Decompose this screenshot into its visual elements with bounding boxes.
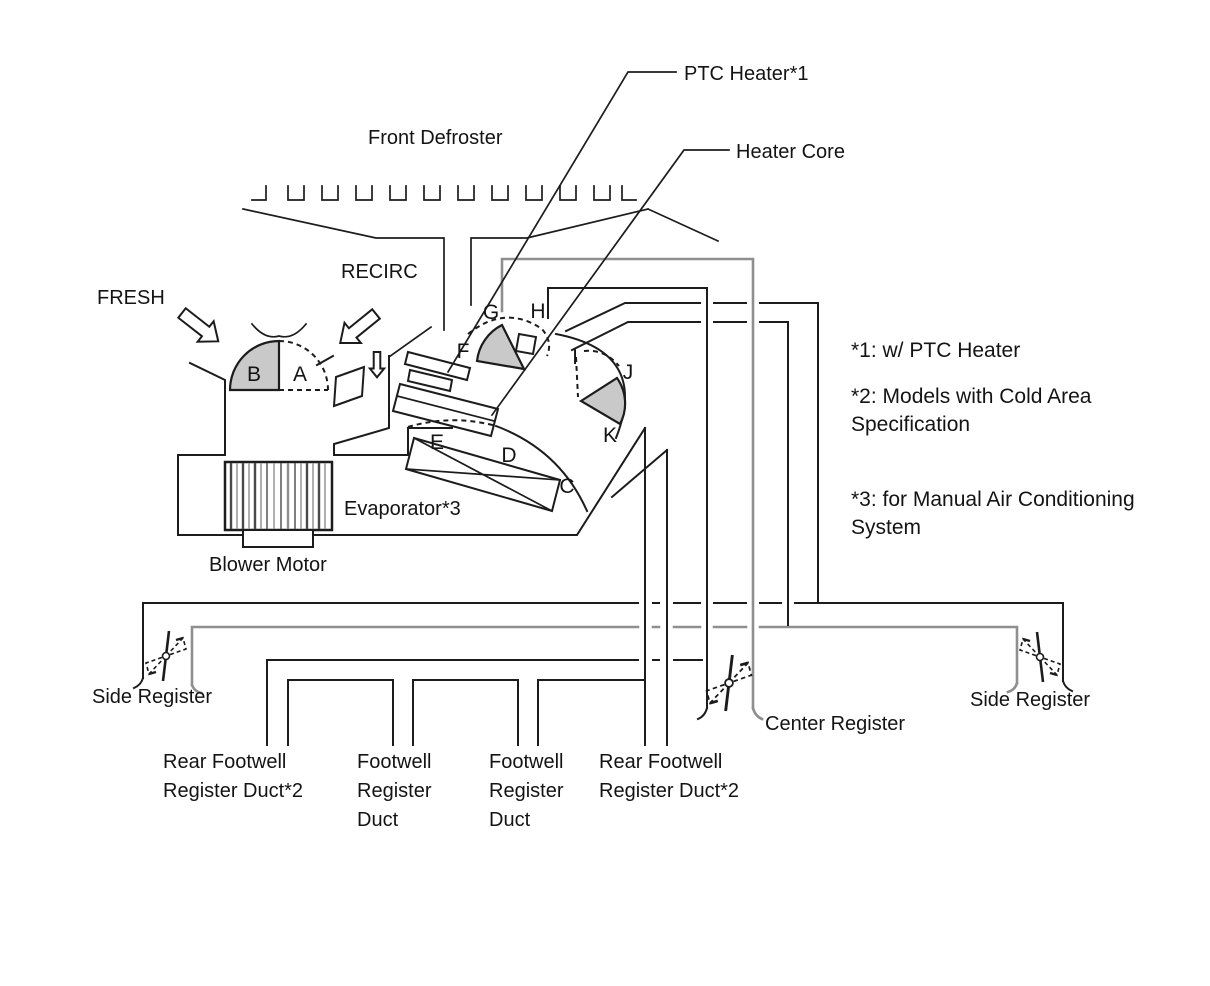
center-register-symbol [707,655,752,711]
duct-rear-footwell-pair [645,428,667,745]
ptc-heater-leader [448,72,676,372]
label-blower-motor: Blower Motor [209,554,327,576]
recirc-door-plate [334,367,364,406]
label-rear-footwell-left-1: Rear Footwell [163,751,287,773]
port-letter-e: E [429,431,445,454]
duct-footwell-drop-2 [413,680,518,745]
port-letter-g: G [482,301,500,324]
down-arrow-icon [370,352,384,377]
blower-body [225,462,332,530]
mode-door-wedge-k [581,378,625,424]
label-fresh: FRESH [97,287,165,309]
vent-door-plate [516,334,536,354]
fresh-air-arrow-icon [174,303,226,352]
label-side-register-right: Side Register [970,689,1091,711]
duct-side-branch-lower [572,322,788,625]
label-footwell1-3: Duct [357,809,399,831]
label-footwell1-2: Register [357,780,432,802]
label-heater-core: Heater Core [736,141,845,163]
label-rear-footwell-right-2: Register Duct*2 [599,780,740,802]
label-recirc: RECIRC [341,261,418,283]
port-letter-h: H [530,300,546,323]
label-side-register-left: Side Register [92,686,213,708]
register-symbols [146,631,1060,711]
duct-trunk-upper [134,603,1072,691]
note-2-line1: *2: Models with Cold Area [851,385,1092,408]
label-front-defroster: Front Defroster [368,127,503,149]
recirc-air-arrow-icon [332,304,384,353]
port-letter-i: I [572,346,578,369]
port-letter-k: K [602,424,618,447]
label-rear-footwell-right-1: Rear Footwell [599,751,723,773]
duct-footwell-trunk [267,660,702,745]
note-2-line2: Specification [851,413,971,436]
duct-side-branch-upper [566,303,818,603]
label-footwell2-1: Footwell [489,751,564,773]
duct-footwell-drop-1 [288,680,393,745]
side-register-symbol-right [1020,632,1060,682]
label-evaporator: Evaporator*3 [344,498,461,520]
note-3-line2: System [851,516,922,539]
port-letter-b: B [246,363,262,386]
defroster-funnel [243,209,718,357]
label-footwell2-3: Duct [489,809,531,831]
blower-base [243,530,313,547]
defroster-teeth [252,186,636,200]
port-letter-f: F [456,340,470,363]
case-rear-outlet-wall [612,450,667,497]
text-labels [92,63,1135,831]
port-letter-j: J [622,361,634,384]
duct-footwell-drop-3 [538,680,645,745]
label-rear-footwell-left-2: Register Duct*2 [163,780,304,802]
port-letter-c: C [559,475,575,498]
intake-mouth [252,324,306,337]
label-footwell2-2: Register [489,780,564,802]
label-center-register: Center Register [765,713,906,735]
label-ptc-heater: PTC Heater*1 [684,63,809,85]
note-3-line1: *3: for Manual Air Conditioning [851,488,1135,511]
defroster-grille [243,186,718,357]
port-letter-a: A [292,363,308,386]
note-1: *1: w/ PTC Heater [851,339,1021,362]
label-footwell1-1: Footwell [357,751,432,773]
side-register-symbol-left [146,631,186,681]
port-letter-d: D [501,444,517,467]
